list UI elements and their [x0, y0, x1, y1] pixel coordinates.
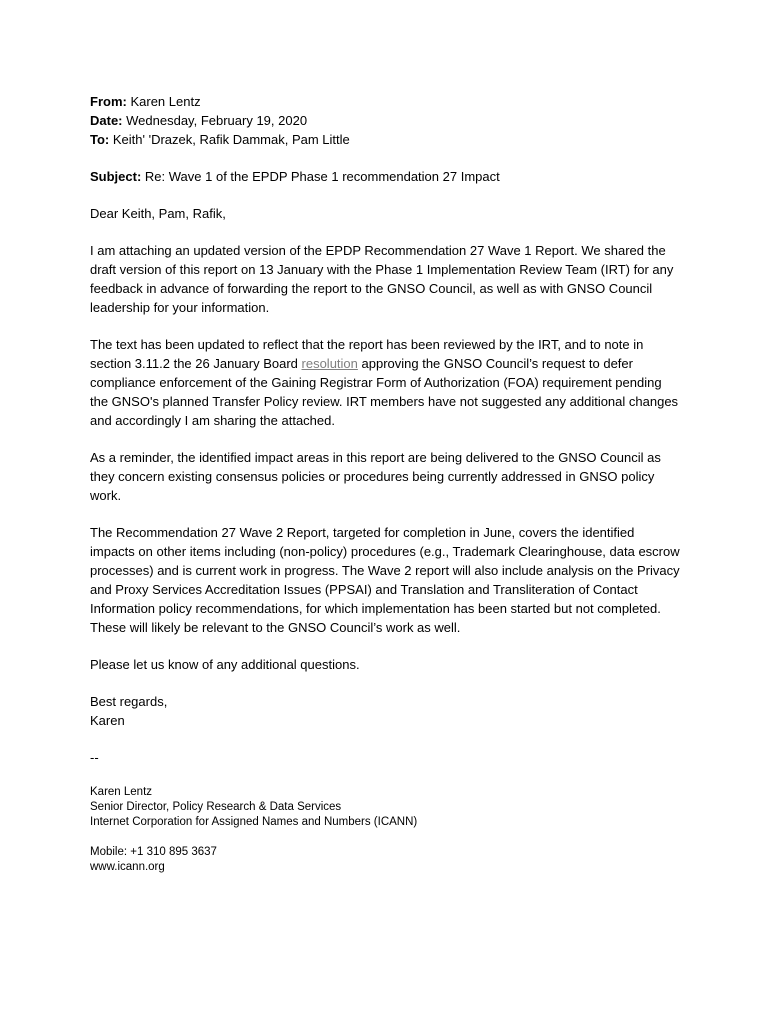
paragraph-4: The Recommendation 27 Wave 2 Report, targeted for completion in June, covers the identified impacts on other items including (non-policy) procedures (e.g., Trademark Clearinghouse, data escrow processes) and is current work in progress. The Wave 2 report will also include analysis on the Privacy and Proxy Services Accreditation Issues (PPSAI) and Translation and Transliteration of Contact Information policy recommendations, for which implementation has been started but not completed. These will likely be relevant to the GNSO Council’s work as well.	[90, 525, 680, 635]
closing-name: Karen	[90, 713, 125, 728]
signature-separator: --	[90, 750, 99, 765]
paragraph-5: Please let us know of any additional questions.	[90, 657, 360, 672]
paragraph-2	[90, 335, 682, 430]
resolution-link[interactable]: resolution	[301, 356, 358, 371]
to-line	[90, 130, 682, 149]
closing-text: Best regards,	[90, 694, 168, 709]
signature-organization: Internet Corporation for Assigned Names and Numbers (ICANN)	[90, 816, 418, 828]
signature-mobile: Mobile: +1 310 895 3637	[90, 846, 217, 858]
date-line	[90, 111, 682, 130]
greeting: Dear Keith, Pam, Rafik,	[90, 206, 226, 221]
from-line	[90, 92, 682, 111]
signature-website[interactable]: www.icann.org	[90, 861, 165, 873]
closing-block	[90, 692, 682, 730]
contact-block	[90, 845, 682, 875]
paragraph-2-text-b: approving the GNSO Council’s request to defer compliance enforcement of the Gaining Registrar Form of Authorization (FOA) requirement pending the GNSO's planned Transfer Policy review. IRT members have not suggested any additional changes and accordingly I am sharing the attached.	[90, 356, 679, 428]
email-header	[90, 92, 682, 149]
subject-line	[90, 167, 682, 186]
paragraph-1: I am attaching an updated version of the EPDP Recommendation 27 Wave 1 Report. We shared the draft version of this report on 13 January with the Phase 1 Implementation Review Team (IRT) for any feedback in advance of forwarding the report to the GNSO Council, as well as with GNSO Council leadership for your information.	[90, 243, 674, 315]
subject-value: Re: Wave 1 of the EPDP Phase 1 recommendation 27 Impact	[144, 169, 500, 184]
signature-block	[90, 785, 682, 830]
date-label: Date:	[90, 113, 123, 128]
subject-label: Subject:	[90, 169, 142, 184]
signature-title: Senior Director, Policy Research & Data Services	[90, 801, 342, 813]
from-value: Karen Lentz	[130, 94, 201, 109]
paragraph-3: As a reminder, the identified impact areas in this report are being delivered to the GNSO Council as they concern existing consensus policies or procedures being currently addressed in GNSO policy work.	[90, 450, 661, 503]
to-value: Keith' 'Drazek, Rafik Dammak, Pam Little	[112, 132, 350, 147]
date-value: Wednesday, February 19, 2020	[126, 113, 308, 128]
to-label: To:	[90, 132, 110, 147]
email-document	[90, 92, 682, 875]
from-label: From:	[90, 94, 127, 109]
paragraph-2-text-a: The text has been updated to reflect that the report has been reviewed by the IRT, and to note in section 3.11.2 the 26 January Board	[90, 337, 644, 371]
signature-name: Karen Lentz	[90, 786, 153, 798]
